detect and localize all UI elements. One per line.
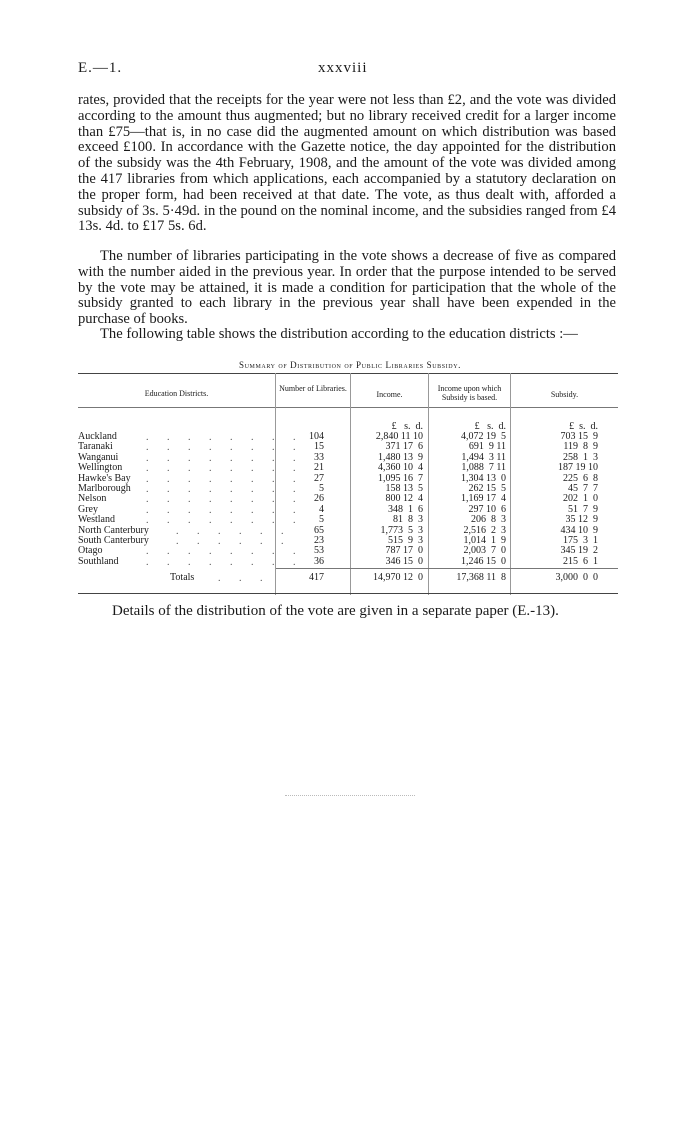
income-value: 1,480 13 9 [378,451,423,463]
libraries-count: 23 [314,535,324,546]
header-education-districts: Education Districts. [144,389,209,398]
leader-dots: . . . . . . . . [146,473,304,485]
report-reference: E.—1. [78,60,123,76]
income-units: £ s. d. [391,421,423,432]
libraries-count: 27 [314,472,324,484]
income-value: 158 13 5 [385,483,423,494]
paragraph-participation: The number of libraries participating in the vote shows a decrease of five as compared with the number aided in the previous year. In order that the purpose intended to be served by the vote may be attained, it is made a condition for participation that the whole of the subsidy granted to each library in the previous year shall have been expended in the purchase of books. [78,248,616,328]
totals-label: Totals [170,572,195,583]
leader-dots: . . . . . . . . [146,442,304,454]
leader-dots: . . . [218,573,271,584]
leader-dots: . . . . . . . . [146,494,304,506]
header-income: Income. [376,390,403,399]
based-value: 691 9 11 [468,441,506,453]
income-value: 800 12 4 [385,493,423,505]
totals-rule [276,568,618,569]
subsidy-value: 187 19 10 [558,462,598,474]
totals-income: 14,970 12 0 [373,572,423,583]
details-note: Details of the distribution of the vote are given in a separate paper (E.-13). [112,603,559,619]
based-value: 1,088 7 11 [461,462,506,474]
leader-dots: . . . . . . [176,536,292,547]
district-name: Westland [78,514,115,526]
subsidy-value: 175 3 1 [563,535,598,546]
header-subsidy: Subsidy. [550,390,579,399]
column-divider [510,373,511,595]
district-name: Otago [78,545,103,557]
based-value: 2,003 7 0 [463,545,506,557]
income-value: 371 17 6 [385,441,423,453]
district-name: Wellington [78,462,123,474]
based-value: 297 10 6 [468,503,506,515]
district-name: Nelson [78,493,107,505]
based-value: 206 8 3 [471,514,506,526]
income-value: 346 15 0 [385,555,423,567]
income-value: 4,360 10 4 [378,462,423,474]
libraries-count: 5 [319,483,324,494]
based-value: 1,304 13 0 [461,472,506,484]
subsidy-value: 45 7 7 [568,483,598,494]
based-units: £ s. d. [474,421,506,432]
paragraph-table-intro: The following table shows the distribution according to the education districts :— [100,326,578,342]
libraries-count: 26 [314,493,324,505]
income-value: 1,095 16 7 [378,472,423,484]
district-name: Southland [78,555,119,567]
totals-based: 17,368 11 8 [456,572,506,583]
district-name: Auckland [78,431,117,442]
income-value: 348 1 6 [388,503,423,515]
libraries-count: 33 [314,451,324,463]
libraries-count: 5 [319,514,324,526]
subsidy-value: 119 8 9 [563,441,598,453]
income-value: 2,840 11 10 [375,431,423,442]
income-value: 515 9 3 [388,535,423,546]
faint-print-mark [285,795,415,796]
libraries-count: 104 [309,431,324,442]
leader-dots: . . . . . . . . [146,452,304,464]
header-income-upon-which-based: Income upon which Subsidy is based. [437,384,502,402]
subsidy-value: 35 12 9 [565,514,598,526]
income-value: 81 8 3 [393,514,423,526]
district-name: Hawke's Bay [78,472,131,484]
subsidy-value: 258 1 3 [563,451,598,463]
header-number-of-libraries: Number of Libraries. [279,384,347,393]
district-name: North Canterbury [78,524,149,536]
leader-dots: . . . . . . . . [146,484,304,495]
libraries-count: 4 [319,503,324,515]
subsidy-table [78,373,618,598]
subsidy-value: 215 6 1 [563,555,598,567]
based-value: 1,246 15 0 [461,555,506,567]
based-value: 1,494 3 11 [461,451,506,463]
subsidy-value: 345 19 2 [560,545,598,557]
totals-libraries: 417 [309,572,324,583]
leader-dots: . . . . . . . . [146,432,304,443]
based-value: 1,169 17 4 [461,493,506,505]
libraries-count: 36 [314,555,324,567]
libraries-count: 53 [314,545,324,557]
page-number: xxxviii [318,60,368,76]
based-value: 2,516 2 3 [463,524,506,536]
leader-dots: . . . . . . . . [146,463,304,475]
income-value: 1,773 5 3 [380,524,423,536]
district-name: South Canterbury [78,535,149,546]
subsidy-units: £ s. d. [569,421,598,432]
paragraph-subsidy-terms: rates, provided that the receipts for the year were not less than £2, and the vote was divided according to the amount thus augmented; but no library received credit for a larger income than £75—that is, in no case did the augmented amount on which distribution was based exceed £100. In accordance with the Gazette notice, the day appointed for the distribution of the subsidy was the 4th February, 1908, and the amount of the vote was divided among the 417 libraries from which applications, each accompanied by a statutory declaration on the proper form, had been received at that date. The vote, as thus dealt with, afforded a subsidy of 3s. 5·49d. in the pound on the nominal income, and the subsidies ranged from £4 13s. 4d. to £17 5s. 6d. [78,92,616,235]
leader-dots: . . . . . . . . [146,556,304,568]
table-header-rule [78,407,618,408]
district-name: Taranaki [78,441,113,453]
subsidy-value: 202 1 0 [563,493,598,505]
subsidy-value: 703 15 9 [560,431,598,442]
subsidy-value: 51 7 9 [568,503,598,515]
leader-dots: . . . . . . . . [146,546,304,558]
subsidy-value: 434 10 9 [560,524,598,536]
subsidy-value: 225 6 8 [563,472,598,484]
based-value: 1,014 1 9 [463,535,506,546]
income-value: 787 17 0 [385,545,423,557]
leader-dots: . . . . . . . . [146,515,304,527]
totals-subsidy: 3,000 0 0 [555,572,598,583]
district-name: Marlborough [78,483,131,494]
column-divider [428,373,429,595]
libraries-count: 21 [314,462,324,474]
leader-dots: . . . . . . [176,525,292,537]
column-divider [350,373,351,595]
district-name: Grey [78,503,98,515]
libraries-count: 65 [314,524,324,536]
table-bottom-rule [78,593,618,594]
leader-dots: . . . . . . . . [146,504,304,516]
based-value: 4,072 19 5 [461,431,506,442]
district-name: Wanganui [78,451,119,463]
table-top-rule [78,373,618,374]
table-title: Summary of Distribution of Public Libraries Subsidy. [239,360,461,370]
based-value: 262 15 5 [468,483,506,494]
libraries-count: 15 [314,441,324,453]
